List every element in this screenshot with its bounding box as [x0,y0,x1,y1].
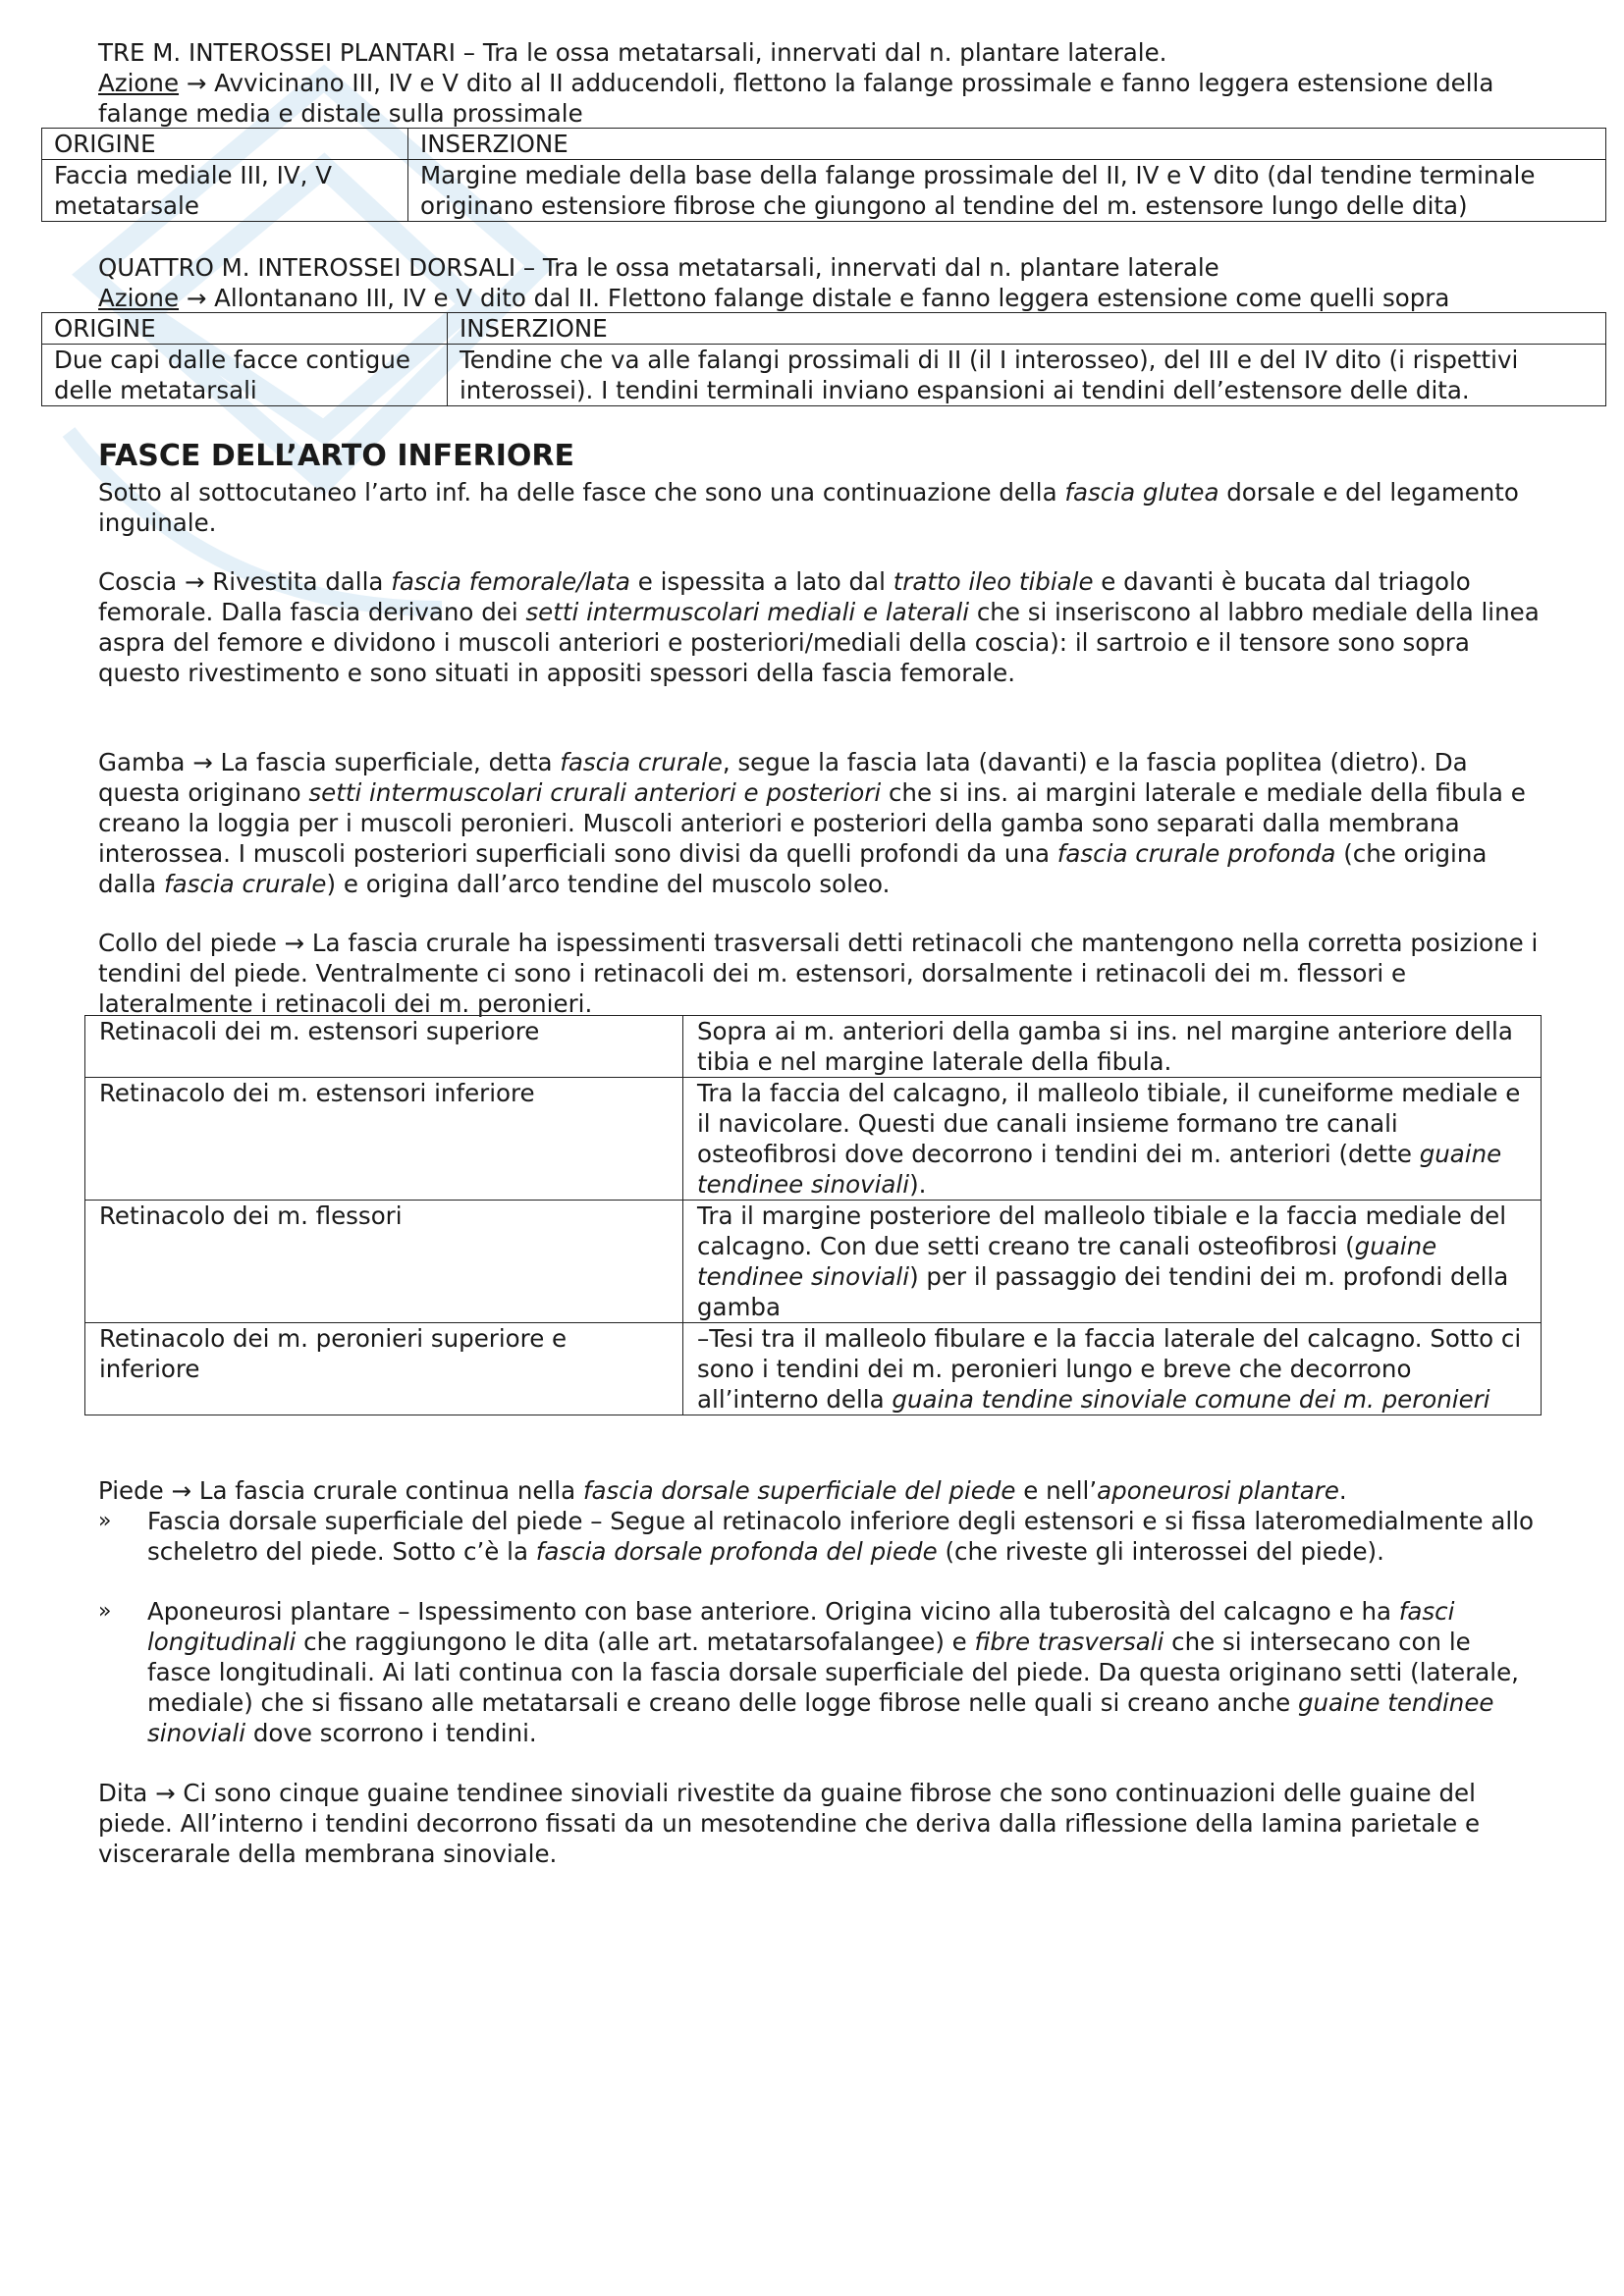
retinacolo-name: Retinacoli dei m. estensori superiore [85,1016,683,1078]
section-title: TRE M. INTEROSSEI PLANTARI – Tra le ossa metatarsali, innervati dal n. plantare laterale. [98,38,1167,67]
table-row [85,1201,1542,1323]
table-row [85,1078,1542,1201]
retinacolo-desc: Tra la faccia del calcagno, il malleolo tibiale, il cuneiforme mediale e il navicolare. Questi due canali insieme formano tre canali osteofibrosi dove decorrono i tendini dei m. anteriori (dette guaine tendinee sinoviali). [683,1078,1542,1201]
retinacolo-desc: Sopra ai m. anteriori della gamba si ins. nel margine anteriore della tibia e nel margine laterale della fibula. [683,1016,1542,1078]
coscia-paragraph: Coscia → Rivestita dalla fascia femorale/lata e ispessita a lato dal tratto ileo tibiale e davanti è bucata dal triagolo femorale. Dalla fascia derivano dei setti intermuscolari mediali e laterali che si inseriscono al labbro mediale della linea aspra del femore e dividono i muscoli anteriori e posteriori/mediali della coscia): il sartroio e il tensore sono sopra questo rivestimento e sono situati in appositi spessori della fascia femorale. [98,567,1540,687]
arrow-icon: → [186,69,207,97]
header-origin: ORIGINE [42,129,408,160]
header-insertion: INSERZIONE [408,129,1606,160]
interossei-plantari-table [41,128,1606,222]
list-item: » Fascia dorsale superficiale del piede – Segue al retinacolo inferiore degli estensori e si fissa lateromedialmente allo scheletro del piede. Sotto c’è la fascia dorsale profonda del piede (che riveste gli interossei del piede). [98,1507,1535,1566]
action-paragraph: Azione → Allontanano III, IV e V dito dal II. Flettono falange distale e fanno leggera estensione come quelli sopra [98,284,1450,312]
piede-paragraph: Piede → La fascia crurale continua nella fascia dorsale superficiale del piede e nell’aponeurosi plantare. [98,1476,1347,1505]
action-paragraph: Azione → Avvicinano III, IV e V dito al II adducendoli, flettono la falange prossimale e fanno leggera estensione della falange media e distale sulla prossimale [98,69,1494,128]
retinacolo-name: Retinacolo dei m. flessori [85,1201,683,1323]
bullet-icon: » [98,1599,112,1624]
list-item: » Aponeurosi plantare – Ispessimento con base anteriore. Origina vicino alla tuberosità del calcagno e ha fasci longitudinali che raggiungono le dita (alle art. metatarsofalangee) e fibre trasversali che si intersecano con le fasce longitudinali. Ai lati continua con la fascia dorsale superficiale del piede. Da questa originano setti (laterale, mediale) che si fissano alle metatarsali e creano delle logge fibrose nelle quali si creano anche guaine tendinee sinoviali dove scorrono i tendini. [98,1597,1519,1747]
table-row [42,160,1606,222]
interossei-dorsali-table [41,312,1606,406]
cell-origin: Due capi dalle facce contigue delle metatarsali [42,345,448,406]
cell-insertion: Tendine che va alle falangi prossimali di II (il I interosseo), del III e del IV dito (i rispettivi interossei). I tendini terminali inviano espansioni ai tendini dell’estensore delle dita. [448,345,1606,406]
action-label: Azione [98,284,180,312]
collo-paragraph: Collo del piede → La fascia crurale ha ispessimenti trasversali detti retinacoli che mantengono nella corretta posizione i tendini del piede. Ventralmente ci sono i retinacoli dei m. estensori, dorsalmente i retinacoli dei m. flessori e lateralmente i retinacoli dei m. peronieri. [98,929,1539,1018]
retinacolo-desc: Tra il margine posteriore del malleolo tibiale e la faccia mediale del calcagno. Con due setti creano tre canali osteofibrosi (guaine tendinee sinoviali) per il passaggio dei tendini dei m. profondi della gamba [683,1201,1542,1323]
section-interossei-dorsali [98,252,1542,313]
intro-paragraph: Sotto al sottocutaneo l’arto inf. ha delle fasce che sono una continuazione della fascia glutea dorsale e del legamento inguinale. [98,478,1519,537]
arrow-icon: → [186,284,207,312]
header-insertion: INSERZIONE [448,313,1606,345]
retinacolo-desc: –Tesi tra il malleolo fibulare e la faccia laterale del calcagno. Sotto ci sono i tendini dei m. peronieri lungo e breve che decorrono all’interno della guaina tendine sinoviale comune dei m. peronieri [683,1323,1542,1415]
header-origin: ORIGINE [42,313,448,345]
bullet-icon: » [98,1509,112,1533]
section-heading: FASCE DELL’ARTO INFERIORE [98,439,574,473]
cell-insertion: Margine mediale della base della falange prossimale del II, IV e V dito (dal tendine terminale originano estensiore fibrose che giungono al tendine del m. estensore lungo delle dita) [408,160,1606,222]
dita-paragraph: Dita → Ci sono cinque guaine tendinee sinoviali rivestite da guaine fibrose che sono continuazioni delle guaine del piede. All’interno i tendini decorrono fissati da un mesotendine che deriva dalla riflessione della lamina parietale e viscerarale della membrana sinoviale. [98,1779,1481,1868]
gamba-paragraph: Gamba → La fascia superficiale, detta fascia crurale, segue la fascia lata (davanti) e la fascia poplitea (dietro). Da questa originano setti intermuscolari crurali anteriori e posteriori che si ins. ai margini laterale e mediale della fibula e creano la loggia per i muscoli peronieri. Muscoli anteriori e posteriori della gamba sono separati dalla membrana interossea. I muscoli posteriori superficiali sono divisi da quelli profondi da una fascia crurale profonda (che origina dalla fascia crurale) e origina dall’arco tendine del muscolo soleo. [98,748,1526,898]
action-label: Azione [98,69,180,97]
section-title: QUATTRO M. INTEROSSEI DORSALI – Tra le ossa metatarsali, innervati dal n. plantare laterale [98,253,1219,282]
retinacolo-name: Retinacolo dei m. peronieri superiore e inferiore [85,1323,683,1415]
table-row [85,1323,1542,1415]
table-header-row [42,129,1606,160]
cell-origin: Faccia mediale III, IV, V metatarsale [42,160,408,222]
table-row [42,345,1606,406]
retinacoli-table [84,1015,1542,1415]
table-row [85,1016,1542,1078]
table-header-row [42,313,1606,345]
retinacolo-name: Retinacolo dei m. estensori inferiore [85,1078,683,1201]
section-interossei-plantari [98,37,1542,129]
